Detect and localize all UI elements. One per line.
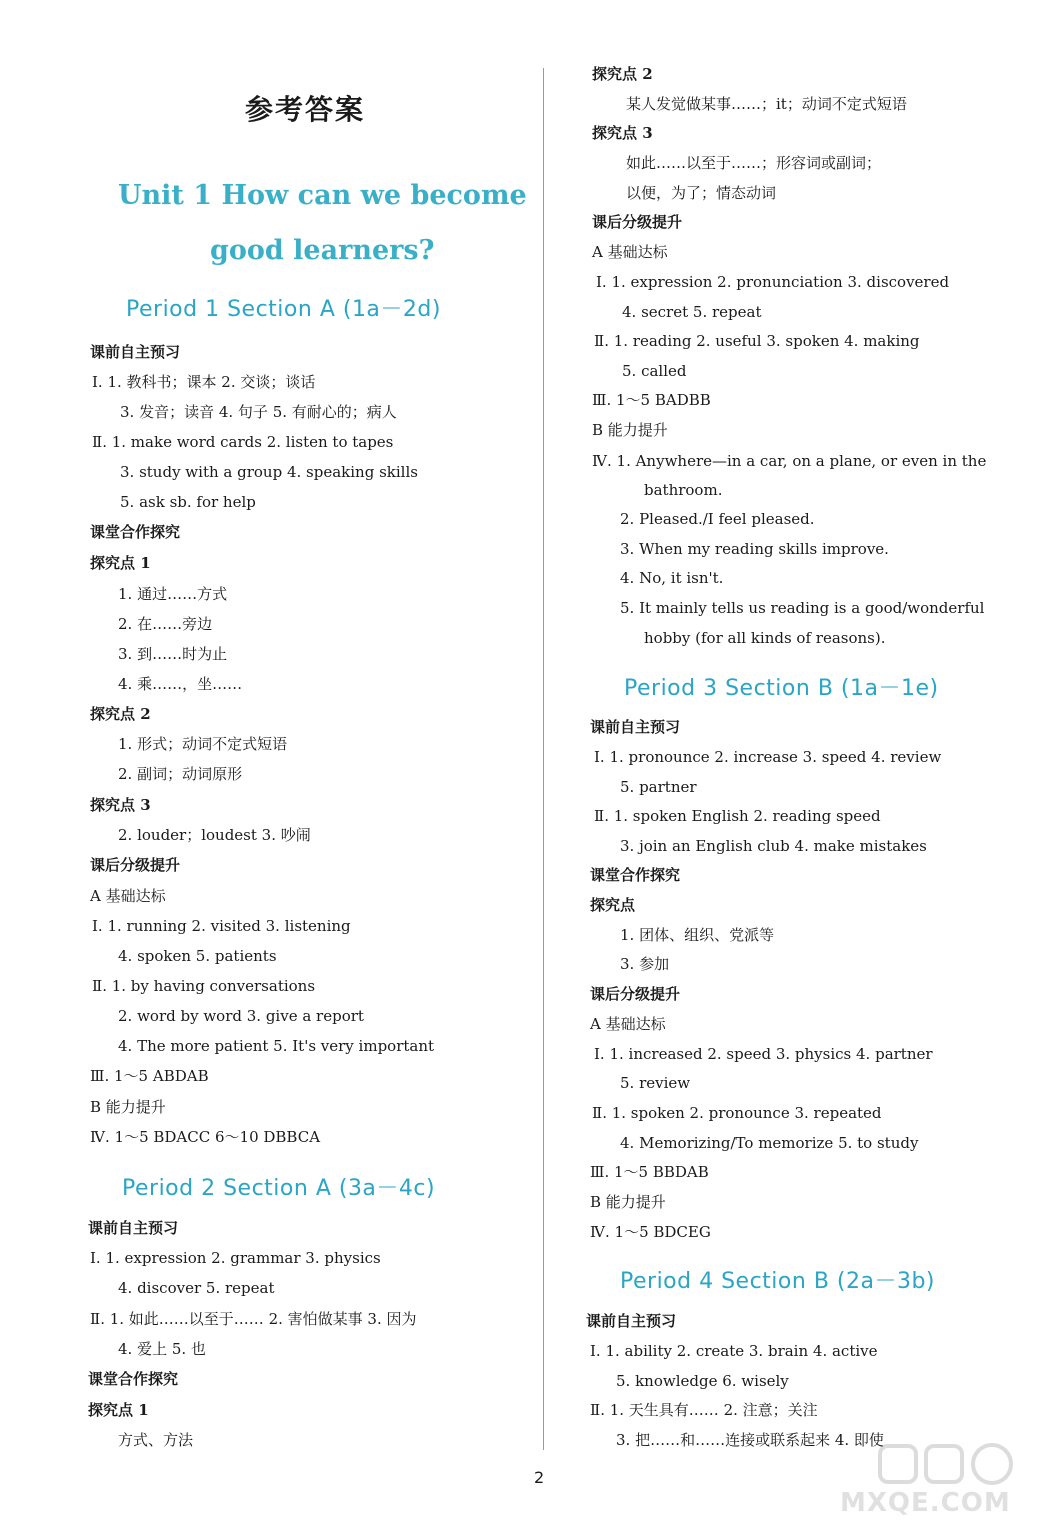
subsection-heading: 探究点 [590, 896, 636, 914]
answer-line: Ⅰ. 1. running 2. visited 3. listening [92, 917, 351, 935]
watermark [840, 1440, 1040, 1536]
answer-line: 4. 乘……，坐…… [118, 675, 243, 693]
level-heading: B 能力提升 [592, 421, 668, 439]
level-heading: A 基础达标 [592, 243, 668, 261]
section-heading: 课堂合作探究 [88, 1370, 179, 1388]
answer-line: 4. No, it isn't. [620, 569, 724, 587]
answer-line: 2. word by word 3. give a report [118, 1007, 364, 1025]
section-heading: 课后分级提升 [590, 985, 681, 1003]
section-heading: 课前自主预习 [90, 343, 181, 361]
answer-line: Ⅱ. 1. by having conversations [92, 977, 316, 995]
subsection-heading: 探究点 3 [90, 796, 151, 814]
answer-line: 5. called [622, 362, 687, 380]
answer-line: 以便，为了；情态动词 [626, 184, 777, 202]
answer-line: 3. 发音；读音 4. 句子 5. 有耐心的；病人 [120, 403, 397, 421]
watermark-text: MXQE.COM [840, 1488, 1011, 1518]
answer-line: 2. Pleased./I feel pleased. [620, 510, 815, 528]
answer-line: 3. 把……和……连接或联系起来 4. 即使 [616, 1431, 884, 1449]
answer-line: 方式、方法 [118, 1431, 194, 1449]
answer-line: 4. discover 5. repeat [118, 1279, 275, 1297]
section-heading: 课堂合作探究 [590, 866, 681, 884]
answer-line: 5. partner [620, 778, 697, 796]
subsection-heading: 探究点 2 [592, 65, 653, 83]
unit-title-line2: good learners? [210, 235, 435, 266]
subsection-heading: 探究点 2 [90, 705, 151, 723]
answer-line: 某人发觉做某事……；it；动词不定式短语 [626, 95, 907, 113]
answer-line: Ⅰ. 1. increased 2. speed 3. physics 4. partner [594, 1045, 933, 1063]
answer-line: Ⅳ. 1～5 BDACC 6～10 DBBCA [90, 1128, 321, 1146]
period-3-heading: Period 3 Section B (1a－1e) [624, 676, 939, 701]
answer-line: Ⅰ. 1. expression 2. grammar 3. physics [90, 1249, 381, 1267]
answer-line: Ⅳ. 1. Anywhere—in a car, on a plane, or even in the [592, 452, 987, 470]
answer-line: 4. The more patient 5. It's very important [118, 1037, 435, 1055]
answer-line: 3. 到……时为止 [118, 645, 228, 663]
answer-line: 4. secret 5. repeat [622, 303, 762, 321]
answer-line: hobby (for all kinds of reasons). [644, 629, 886, 647]
section-heading: 课前自主预习 [586, 1312, 677, 1330]
section-heading: 课前自主预习 [590, 718, 681, 736]
answer-line: 如此……以至于……；形容词或副词； [626, 154, 882, 172]
answer-line: 1. 形式；动词不定式短语 [118, 735, 288, 753]
answer-line: 3. 参加 [620, 955, 670, 973]
answer-line: 4. Memorizing/To memorize 5. to study [620, 1134, 919, 1152]
answer-line: Ⅰ. 1. ability 2. create 3. brain 4. active [590, 1342, 878, 1360]
level-heading: A 基础达标 [590, 1015, 666, 1033]
answer-line: 2. 在……旁边 [118, 615, 213, 633]
period-1-heading: Period 1 Section A (1a－2d) [126, 297, 441, 322]
section-heading: 课后分级提升 [90, 856, 181, 874]
answer-line: 2. 副词；动词原形 [118, 765, 243, 783]
answer-line: 3. study with a group 4. speaking skills [120, 463, 418, 481]
unit-title-line1: Unit 1 How can we become [118, 180, 527, 211]
answer-line: 4. 爱上 5. 也 [118, 1340, 206, 1358]
answer-line: Ⅱ. 1. make word cards 2. listen to tapes [92, 433, 394, 451]
answer-line: 5. review [620, 1074, 691, 1092]
answer-line: 4. spoken 5. patients [118, 947, 277, 965]
subsection-heading: 探究点 1 [88, 1401, 149, 1419]
answer-line: 1. 团体、组织、党派等 [620, 926, 775, 944]
answer-line: Ⅲ. 1～5 BADBB [592, 391, 711, 409]
period-2-heading: Period 2 Section A (3a－4c) [122, 1176, 436, 1201]
answer-line: 2. louder；loudest 3. 吵闹 [118, 826, 311, 844]
answer-line: 3. When my reading skills improve. [620, 540, 889, 558]
period-4-heading: Period 4 Section B (2a－3b) [620, 1269, 936, 1294]
answer-line: Ⅲ. 1～5 BBDAB [590, 1163, 709, 1181]
answer-line: 5. knowledge 6. wisely [616, 1372, 789, 1390]
level-heading: B 能力提升 [90, 1098, 166, 1116]
page-title: 参考答案 [244, 93, 365, 126]
answer-line: Ⅱ. 1. spoken English 2. reading speed [594, 807, 881, 825]
answer-line: Ⅱ. 1. 如此……以至于…… 2. 害怕做某事 3. 因为 [90, 1310, 417, 1328]
answer-line: 1. 通过……方式 [118, 585, 228, 603]
watermark-logo-icon [840, 1440, 1040, 1492]
answer-line: Ⅱ. 1. reading 2. useful 3. spoken 4. making [594, 332, 920, 350]
page-number: 2 [534, 1468, 545, 1487]
subsection-heading: 探究点 3 [592, 124, 653, 142]
answer-line: bathroom. [644, 481, 723, 499]
answer-line: 5. It mainly tells us reading is a good/wonderful [620, 599, 985, 617]
answer-line: Ⅰ. 1. pronounce 2. increase 3. speed 4. review [594, 748, 942, 766]
subsection-heading: 探究点 1 [90, 554, 151, 572]
section-heading: 课堂合作探究 [90, 523, 181, 541]
answer-line: 3. join an English club 4. make mistakes [620, 837, 927, 855]
level-heading: A 基础达标 [90, 887, 166, 905]
section-heading: 课前自主预习 [88, 1219, 179, 1237]
answer-line: Ⅳ. 1～5 BDCEG [590, 1223, 711, 1241]
answer-line: 5. ask sb. for help [120, 493, 256, 511]
column-divider [543, 68, 544, 1450]
answer-line: Ⅱ. 1. 天生具有…… 2. 注意；关注 [590, 1401, 818, 1419]
answer-line: Ⅰ. 1. 教科书；课本 2. 交谈；谈话 [92, 373, 316, 391]
answer-line: Ⅱ. 1. spoken 2. pronounce 3. repeated [592, 1104, 882, 1122]
answer-line: Ⅰ. 1. expression 2. pronunciation 3. discovered [596, 273, 950, 291]
section-heading: 课后分级提升 [592, 213, 683, 231]
answer-line: Ⅲ. 1～5 ABDAB [90, 1067, 209, 1085]
level-heading: B 能力提升 [590, 1193, 666, 1211]
